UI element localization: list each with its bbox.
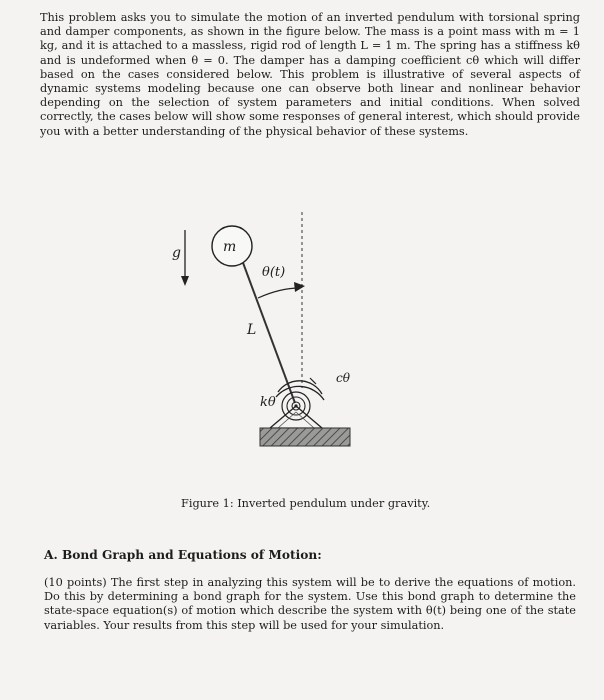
spring-label: kθ — [260, 395, 276, 410]
angle-arc — [258, 288, 300, 298]
pivot-support — [270, 406, 322, 428]
pendulum-figure — [150, 210, 380, 470]
damper-label: cθ — [336, 371, 350, 385]
length-label: L — [247, 322, 257, 338]
gravity-arrowhead — [181, 276, 189, 286]
mass-label: m — [223, 239, 237, 255]
angle-label: θ(t) — [262, 265, 286, 280]
section-title: A. Bond Graph and Equations of Motion: — [44, 548, 322, 562]
section-body: (10 points) The first step in analyzing this system will be to derive the equations of motion. Do this by determining a bond graph for the system. Use this bond graph to determine the state-space equation(s) of motion which describe the system with θ(t) being one of the state variables. Your results from this step will be used for your simulation. — [44, 576, 576, 632]
figure-caption: Figure 1: Inverted pendulum under gravity. — [181, 497, 431, 510]
pendulum-diagram — [150, 210, 380, 470]
intro-paragraph: This problem asks you to simulate the motion of an inverted pendulum with torsional spring and damper components, as shown in the figure below. The mass is a point mass with m = 1 kg, and it is attached to a massless, rigid rod of length L = 1 m. The spring has a stiffness kθ and is undeformed when θ = 0. The damper has a damping coefficient cθ which will differ based on the cases considered below. This problem is illustrative of several aspects of dynamic systems modeling because one can observe both linear and nonlinear behavior depending on the selection of system parameters and initial conditions. When solved correctly, the cases below will show some responses of general interest, which should provide you with a better understanding of the physical behavior of these systems. — [40, 11, 580, 138]
gravity-label: g — [172, 245, 181, 261]
angle-arrowhead — [294, 282, 305, 292]
ground-block — [260, 428, 350, 446]
